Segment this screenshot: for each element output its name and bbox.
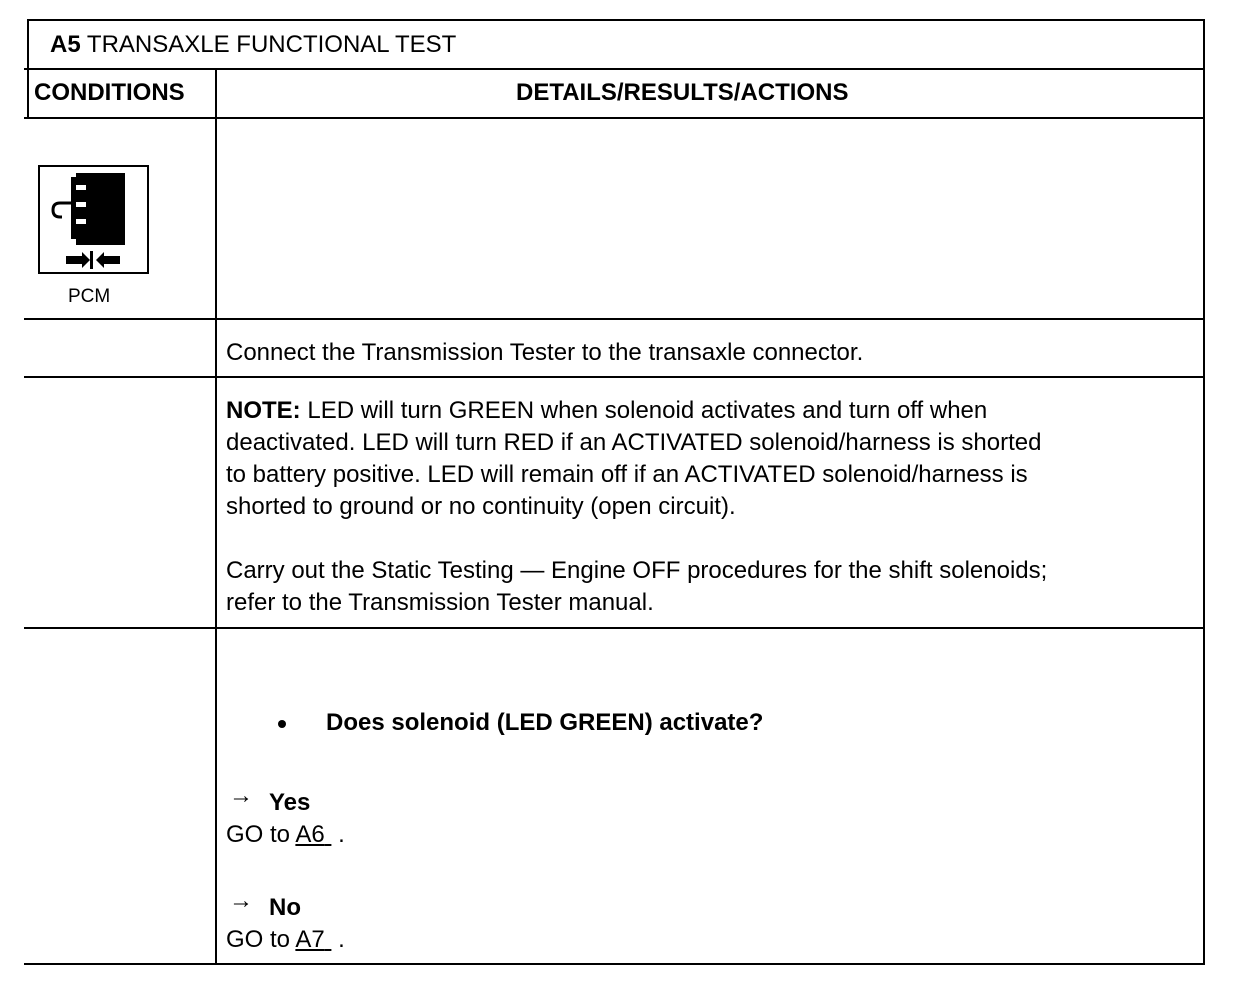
yes-label: Yes	[269, 789, 311, 816]
pcm-label: PCM	[68, 286, 111, 307]
note-line-4: shorted to ground or no continuity (open circuit).	[226, 493, 736, 520]
note-line-1: NOTE: LED will turn GREEN when solenoid activates and turn off when	[226, 397, 988, 424]
row-divider-2	[24, 376, 1205, 378]
bullet-icon	[278, 720, 286, 728]
connect-instruction: Connect the Transmission Tester to the transaxle connector.	[226, 339, 864, 366]
table-border-left	[27, 19, 29, 118]
no-arrow-icon: →	[229, 887, 253, 914]
row-divider-1	[24, 318, 1205, 320]
carry-out-paragraph	[226, 555, 1047, 619]
yes-goto: GO to A6 .	[226, 821, 345, 848]
title-divider	[24, 68, 1205, 70]
pcm-connector-icon	[38, 165, 149, 274]
no-label: No	[269, 894, 301, 921]
carry-out-line-1: Carry out the Static Testing — Engine OFF procedures for the shift solenoids;	[226, 557, 1048, 584]
note-line-3: to battery positive. LED will remain off if an ACTIVATED solenoid/harness is	[226, 461, 1028, 488]
no-goto: GO to A7 .	[226, 926, 345, 953]
row-divider-3	[24, 627, 1205, 629]
table-border-top	[27, 19, 1205, 21]
goto-a7-link[interactable]: A7	[295, 926, 325, 953]
pcm-connector-graphic	[40, 167, 147, 272]
goto-a6-link[interactable]: A6	[295, 821, 325, 848]
table-border-bottom	[24, 963, 1205, 965]
details-header: DETAILS/RESULTS/ACTIONS	[516, 79, 849, 106]
table-border-right	[1203, 19, 1205, 965]
note-label: NOTE:	[226, 397, 301, 424]
yes-arrow-icon: →	[229, 782, 253, 809]
page-title: A5 TRANSAXLE FUNCTIONAL TEST	[50, 31, 457, 58]
question-text: Does solenoid (LED GREEN) activate?	[326, 709, 764, 736]
carry-out-line-2: refer to the Transmission Tester manual.	[226, 589, 654, 616]
header-divider	[24, 117, 1205, 119]
conditions-header: CONDITIONS	[34, 79, 185, 106]
note-paragraph	[226, 395, 1041, 523]
column-divider	[215, 68, 217, 965]
note-line-2: deactivated. LED will turn RED if an ACTIVATED solenoid/harness is shorted	[226, 429, 1042, 456]
